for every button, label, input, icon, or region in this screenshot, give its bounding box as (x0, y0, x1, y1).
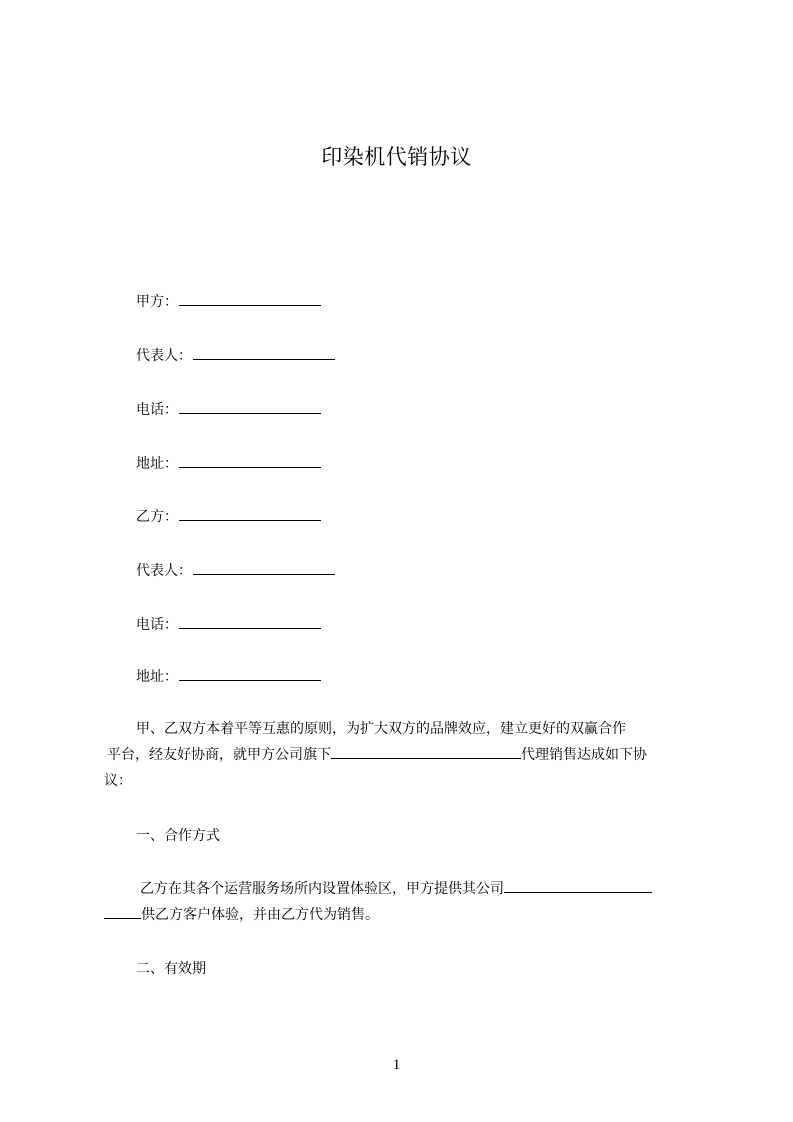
party-a-rep-field (136, 345, 335, 366)
party-b-phone-label: 电话： (136, 617, 178, 633)
party-a-address-label: 地址： (136, 456, 178, 472)
company-product-blank-cont (104, 904, 141, 919)
party-a-name-label: 甲方： (136, 294, 178, 310)
section-1-line-1 (140, 876, 652, 902)
page-number: 1 (392, 1057, 401, 1073)
party-a-phone-blank (179, 399, 321, 414)
intro-line-1: 甲、乙双方本着平等互惠的原则，为扩大双方的品牌效应，建立更好的双赢合作 (136, 721, 626, 737)
party-a-phone-field (136, 399, 321, 420)
party-b-address-field (136, 666, 321, 687)
party-b-name-blank (179, 506, 321, 521)
section-1-line-2 (104, 902, 379, 928)
party-a-rep-label: 代表人： (136, 348, 192, 364)
intro-line-3: 议： (104, 773, 132, 789)
party-a-rep-blank (193, 345, 335, 360)
party-b-address-blank (179, 666, 321, 681)
intro-line-2-before: 平台，经友好协商，就甲方公司旗下 (107, 747, 331, 763)
document-title: 印染机代销协议 (321, 145, 472, 169)
party-b-rep-field (136, 560, 335, 581)
party-b-phone-field (136, 614, 321, 635)
party-a-phone-label: 电话： (136, 402, 178, 418)
party-b-phone-blank (179, 614, 321, 629)
intro-line-2-after: 代理销售达成如下协 (521, 747, 647, 763)
intro-line-2 (107, 742, 647, 768)
section-1-heading: 一、合作方式 (136, 828, 220, 844)
section-2-heading: 二、有效期 (136, 961, 206, 977)
party-b-address-label: 地址： (136, 669, 178, 685)
party-b-rep-blank (193, 560, 335, 575)
party-b-name-field (136, 506, 321, 527)
party-b-name-label: 乙方： (136, 509, 178, 525)
section-1-line-1-before: 乙方在其各个运营服务场所内设置体验区，甲方提供其公司 (140, 881, 504, 897)
party-a-name-field (136, 291, 321, 312)
company-product-blank (504, 878, 652, 893)
party-b-rep-label: 代表人： (136, 563, 192, 579)
party-a-address-field (136, 453, 321, 474)
section-1-line-2-after: 供乙方客户体验，并由乙方代为销售。 (141, 907, 379, 923)
product-name-blank (331, 744, 521, 759)
party-a-address-blank (179, 453, 321, 468)
party-a-name-blank (179, 291, 321, 306)
